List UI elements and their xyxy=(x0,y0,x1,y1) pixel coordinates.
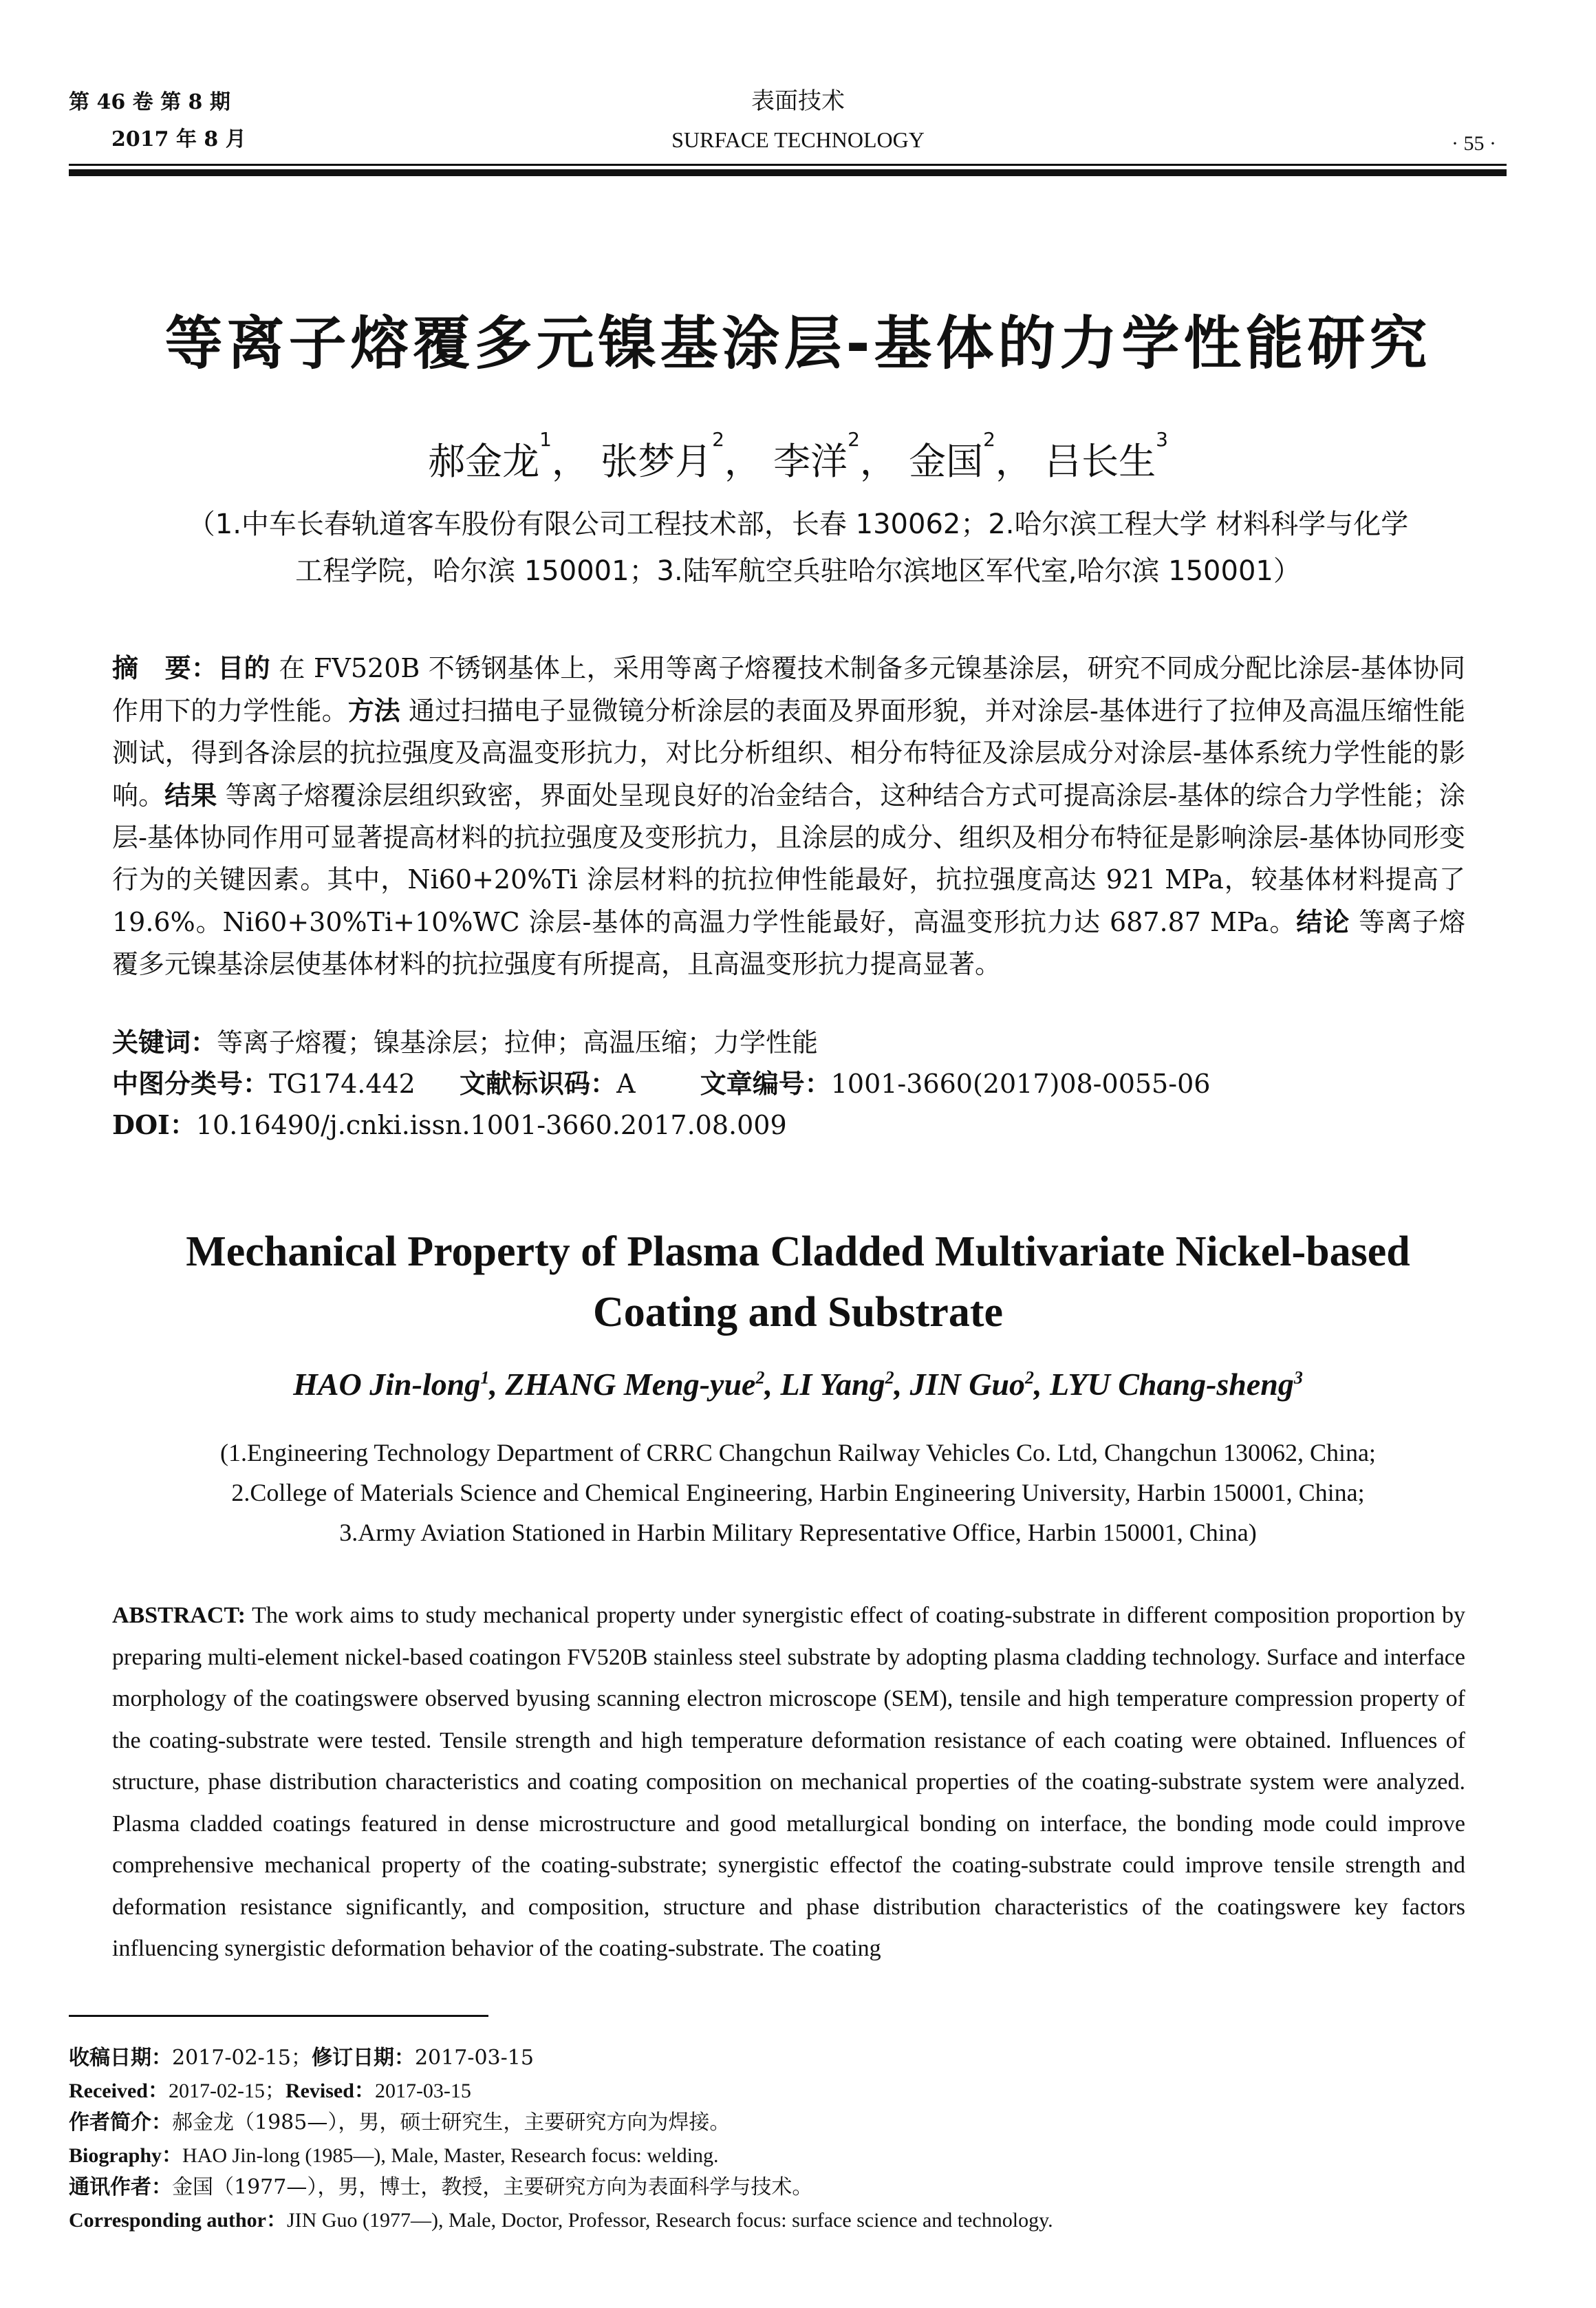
purpose-label: 目的 xyxy=(217,652,270,683)
article-number-value: 1001-3660(2017)08-0055-06 xyxy=(830,1069,1211,1099)
author-name: 张梦月 xyxy=(601,440,713,483)
header-rule-thick xyxy=(69,169,1507,176)
biography-label: 作者简介： xyxy=(69,2111,172,2135)
author-sup: 2 xyxy=(1025,1367,1035,1388)
author-name: 吕长生 xyxy=(1044,440,1156,483)
affiliations-en xyxy=(0,1433,1596,1552)
author-name: ZHANG Meng-yue xyxy=(505,1367,756,1402)
received-cn xyxy=(69,2044,1513,2073)
revised-label: 修订日期： xyxy=(311,2046,415,2070)
doi-value: 10.16490/j.cnki.issn.1001-3660.2017.08.009 xyxy=(195,1110,787,1140)
affiliation-line: 工程学院，哈尔滨 150001；3.陆军航空兵驻哈尔滨地区军代室,哈尔滨 150001） xyxy=(295,555,1301,587)
author-name: 郝金龙 xyxy=(428,440,540,483)
revised-value: 2017-03-15 xyxy=(414,2046,534,2070)
corresponding-text: JIN Guo (1977—), Male, Doctor, Professor, Research focus: surface science and technology. xyxy=(287,2209,1053,2232)
abstract-label: ABSTRACT: xyxy=(112,1603,246,1628)
author-sup: 2 xyxy=(755,1367,765,1388)
paper-title-en xyxy=(0,1221,1596,1343)
classification-line xyxy=(112,1063,1465,1104)
footnote-rule xyxy=(69,2015,488,2017)
biography-cn xyxy=(69,2108,1513,2137)
title-line: Mechanical Property of Plasma Cladded Multivariate Nickel-based xyxy=(186,1228,1410,1275)
author-name: LYU Chang-sheng xyxy=(1050,1367,1294,1402)
received-label: 收稿日期： xyxy=(69,2046,172,2070)
author-name: LI Yang xyxy=(780,1367,885,1402)
author-sup: 3 xyxy=(1156,428,1168,451)
conclusion-text: 等离子熔覆多元镍基涂层使基体材料的抗拉强度有所提高，且高温变形抗力提高显著。 xyxy=(112,907,1465,979)
keywords-cn xyxy=(112,1022,1465,1063)
journal-title-en: SURFACE TECHNOLOGY xyxy=(671,127,925,152)
title-line: Coating and Substrate xyxy=(593,1289,1003,1336)
abstract-label: 摘 要： xyxy=(112,652,218,683)
author-sup: 3 xyxy=(1293,1367,1303,1388)
author-name: 金国 xyxy=(909,440,984,483)
corresponding-author-cn xyxy=(69,2173,1513,2202)
issue-date: 2017 年 8 月 xyxy=(111,127,246,151)
purpose-text: 在 FV520B 不锈钢基体上，采用等离子熔覆技术制备多元镍基涂层，研究不同成分配比涂层-基体协同作用下的力学性能。 xyxy=(112,653,1465,726)
received-value: 2017-02-15； xyxy=(168,2080,285,2102)
author-list-cn: 郝金龙$^1$， 张梦月$^2$， 李洋$^2$， 金国$^2$， 吕长生$^3$ xyxy=(428,428,1168,483)
author-name: HAO Jin-long xyxy=(293,1367,481,1402)
author-name: JIN Guo xyxy=(909,1367,1026,1402)
journal-title-cn: 表面技术 xyxy=(751,87,845,115)
affiliation-line: 3.Army Aviation Stationed in Harbin Military Representative Office, Harbin 150001, China) xyxy=(339,1519,1257,1546)
corresponding-author-en xyxy=(69,2206,1513,2235)
received-label: Received： xyxy=(69,2080,169,2102)
abstract-cn xyxy=(112,647,1465,985)
author-list-en: HAO Jin-long$^1$, ZHANG Meng-yue$^2$, LI Yang$^2$, JIN Guo$^2$, LYU Chang-sheng$^3$ xyxy=(293,1367,1303,1402)
revised-value: 2017-03-15 xyxy=(374,2080,471,2102)
doi-line xyxy=(112,1104,1465,1146)
biography-en xyxy=(69,2141,1513,2170)
affiliation-line: (1.Engineering Technology Department of CRRC Changchun Railway Vehicles Co. Ltd, Changchun 130062, China; xyxy=(220,1439,1376,1466)
abstract-en xyxy=(112,1595,1465,1970)
author-sup: 2 xyxy=(848,428,860,451)
clc-label: 中图分类号： xyxy=(112,1068,270,1099)
author-sup: 2 xyxy=(712,428,724,451)
corresponding-label: Corresponding author： xyxy=(69,2209,287,2232)
revised-label: Revised： xyxy=(285,2080,375,2102)
author-sup: 2 xyxy=(885,1367,894,1388)
doc-code-value: A xyxy=(616,1069,636,1099)
volume-issue: 第 46 卷 第 8 期 xyxy=(69,90,230,114)
abstract-text: The work aims to study mechanical property under synergistic effect of coating-substrate in different composition proportion by preparing multi-element nickel-based coatingon FV520B stainless steel substrate by adopting plasma cladding technology. Surface and interface morphology of the coatingswere observed byusing scanning electron microscope (SEM), tensile and high temperature compression property of the coating-substrate were tested. Tensile strength and high temperature deformation resistance of each coating were obtained. Influences of structure, phase distribution characteristics and coating composition on mechanical properties of the coating-substrate system were analyzed. Plasma cladded coatings featured in dense microstructure and good metallurgical bonding on interface, the bonding mode could improve comprehensive mechanical property of the coating-substrate; synergistic effectof the coating-substrate could improve tensile strength and deformation resistance significantly, and composition, structure and phase distribution characteristics of the coatingswere key factors influencing synergistic deformation behavior of the coating-substrate. The coating xyxy=(112,1603,1465,1961)
article-number-label: 文章编号： xyxy=(700,1068,831,1099)
author-sup: 1 xyxy=(480,1367,490,1388)
affiliations-cn xyxy=(124,501,1472,595)
biography-label: Biography： xyxy=(69,2144,183,2167)
corresponding-label: 通讯作者： xyxy=(69,2175,172,2199)
method-label: 方法 xyxy=(347,695,400,726)
biography-text: HAO Jin-long (1985—), Male, Master, Research focus: welding. xyxy=(182,2144,719,2167)
affiliation-line: （1.中车长春轨道客车股份有限公司工程技术部，长春 130062；2.哈尔滨工程大学 材料科学与化学 xyxy=(187,509,1409,540)
keywords-label: 关键词： xyxy=(112,1027,217,1058)
doi-label: DOI： xyxy=(112,1109,196,1140)
result-text: 等离子熔覆涂层组织致密，界面处呈现良好的冶金结合，这种结合方式可提高涂层-基体的综合力学性能；涂层-基体协同作用可显著提高材料的抗拉强度及变形抗力，且涂层的成分、组织及相分布特征是影响涂层-基体协同形变行为的关键因素。其中，Ni60+20%Ti 涂层材料的抗拉伸性能最好，抗拉强度高达 921 MPa，较基体材料提高了 19.6%。Ni60+30%Ti+10%WC 涂层-基体的高温力学性能最好，高温变形抗力达 687.87 MPa。 xyxy=(112,780,1465,937)
affiliation-line: 2.College of Materials Science and Chemical Engineering, Harbin Engineering University, Harbin 150001, China; xyxy=(231,1479,1365,1506)
header-rule-thin xyxy=(69,164,1507,166)
received-value: 2017-02-15； xyxy=(172,2046,312,2070)
clc-value: TG174.442 xyxy=(269,1069,416,1099)
result-label: 结果 xyxy=(164,780,217,811)
doc-code-label: 文献标识码： xyxy=(460,1068,617,1099)
author-sup: 2 xyxy=(983,428,995,451)
author-name: 李洋 xyxy=(773,440,848,483)
biography-text: 郝金龙（1985—），男，硕士研究生，主要研究方向为焊接。 xyxy=(172,2111,731,2135)
paper-title-cn: 等离子熔覆多元镍基涂层-基体的力学性能研究 xyxy=(164,310,1432,377)
conclusion-label: 结论 xyxy=(1296,906,1350,937)
received-en xyxy=(69,2077,1513,2106)
method-text: 通过扫描电子显微镜分析涂层的表面及界面形貌，并对涂层-基体进行了拉伸及高温压缩性能测试，得到各涂层的抗拉强度及高温变形抗力，对比分析组织、相分布特征及涂层成分对涂层-基体系统力学性能的影响。 xyxy=(112,696,1465,811)
keywords-text: 等离子熔覆；镍基涂层；拉伸；高温压缩；力学性能 xyxy=(217,1027,819,1058)
corresponding-text: 金国（1977—），男，博士，教授，主要研究方向为表面科学与技术。 xyxy=(172,2175,813,2199)
author-sup: 1 xyxy=(539,428,552,451)
page-number: · 55 · xyxy=(1452,132,1496,155)
